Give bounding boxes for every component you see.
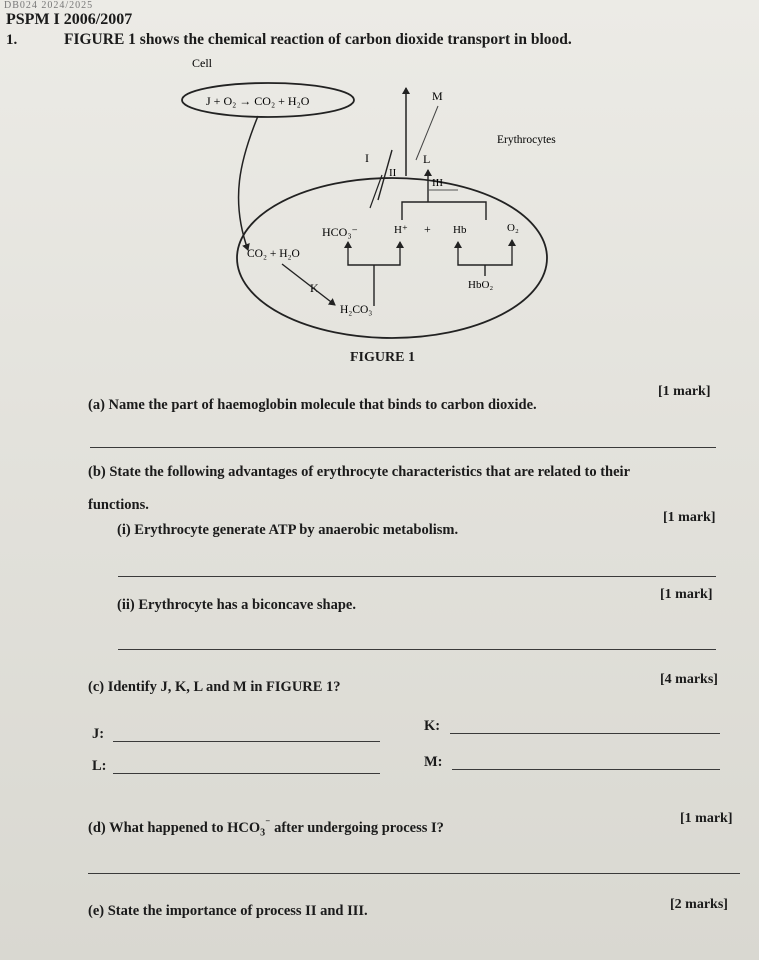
question-b-i-mark: [1 mark] xyxy=(663,510,716,525)
o2-label: O₂ xyxy=(507,222,519,234)
question-b-ii-mark: [1 mark] xyxy=(660,587,713,602)
top-bracket xyxy=(402,202,486,220)
question-a-mark: [1 mark] xyxy=(658,384,711,399)
process-ii-label: II xyxy=(389,167,397,179)
co2-h2o-label: CO₂ + H₂O xyxy=(247,248,300,260)
k-label: K xyxy=(310,281,319,295)
question-intro: FIGURE 1 shows the chemical reaction of carbon dioxide transport in blood. xyxy=(64,31,572,48)
cell-reaction-text: J + O₂ → CO₂ + H₂O xyxy=(206,94,310,108)
answer-line-a[interactable] xyxy=(90,447,716,448)
co2-path-curve xyxy=(239,116,258,250)
answer-k-label: K: xyxy=(424,718,441,734)
answer-k-blank[interactable] xyxy=(450,733,720,734)
lower-right-bracket xyxy=(458,260,512,265)
h2co3-label: H₂CO₃ xyxy=(340,304,373,316)
question-number: 1. xyxy=(6,32,18,48)
question-b-text-line1: (b) State the following advantages of erythrocyte characteristics that are related to their xyxy=(88,464,631,480)
question-e-mark: [2 marks] xyxy=(670,897,728,912)
answer-line-b-ii[interactable] xyxy=(118,649,716,650)
question-d-mark: [1 mark] xyxy=(680,811,733,826)
document-code: DB024 2024/2025 xyxy=(4,0,94,11)
figure-caption: FIGURE 1 xyxy=(350,350,415,365)
answer-j-blank[interactable] xyxy=(113,741,380,742)
hco3-label: HCO₃⁻ xyxy=(322,225,358,239)
h-ion-label: H⁺ xyxy=(394,224,408,236)
answer-l-blank[interactable] xyxy=(113,773,380,774)
plus-sign: + xyxy=(424,222,431,236)
question-b-i-text: (i) Erythrocyte generate ATP by anaerobic metabolism. xyxy=(117,522,459,538)
l-label: L xyxy=(423,152,431,166)
hb-label: Hb xyxy=(453,224,467,236)
answer-m-label: M: xyxy=(424,754,443,770)
hbo2-label: HbO₂ xyxy=(468,279,494,291)
question-d-text: (d) What happened to $HCO_3^{^-}$ after undergoing process I? xyxy=(88,818,444,839)
answer-line-b-i[interactable] xyxy=(118,576,716,577)
co2-transport-diagram xyxy=(170,50,590,340)
k-arrow xyxy=(282,264,335,305)
answer-l-label: L: xyxy=(92,758,107,774)
erythrocytes-label: Erythrocytes xyxy=(497,134,556,146)
answer-line-d[interactable] xyxy=(88,873,740,874)
answer-m-blank[interactable] xyxy=(452,769,720,770)
cell-label: Cell xyxy=(192,56,212,70)
process-i-label: I xyxy=(365,151,369,165)
exam-title: PSPM I 2006/2007 xyxy=(6,11,133,28)
question-b-text-line2: functions. xyxy=(88,497,149,513)
question-c-mark: [4 marks] xyxy=(660,672,718,687)
m-label: M xyxy=(432,89,443,103)
answer-j-label: J: xyxy=(92,726,105,742)
question-e-text: (e) State the importance of process II and III. xyxy=(88,903,368,919)
question-a-text: (a) Name the part of haemoglobin molecule that binds to carbon dioxide. xyxy=(88,397,537,413)
lower-left-bracket xyxy=(348,260,400,265)
process-iii-label: III xyxy=(432,177,443,189)
question-c-text: (c) Identify J, K, L and M in FIGURE 1? xyxy=(88,679,341,695)
question-b-ii-text: (ii) Erythrocyte has a biconcave shape. xyxy=(117,597,356,613)
